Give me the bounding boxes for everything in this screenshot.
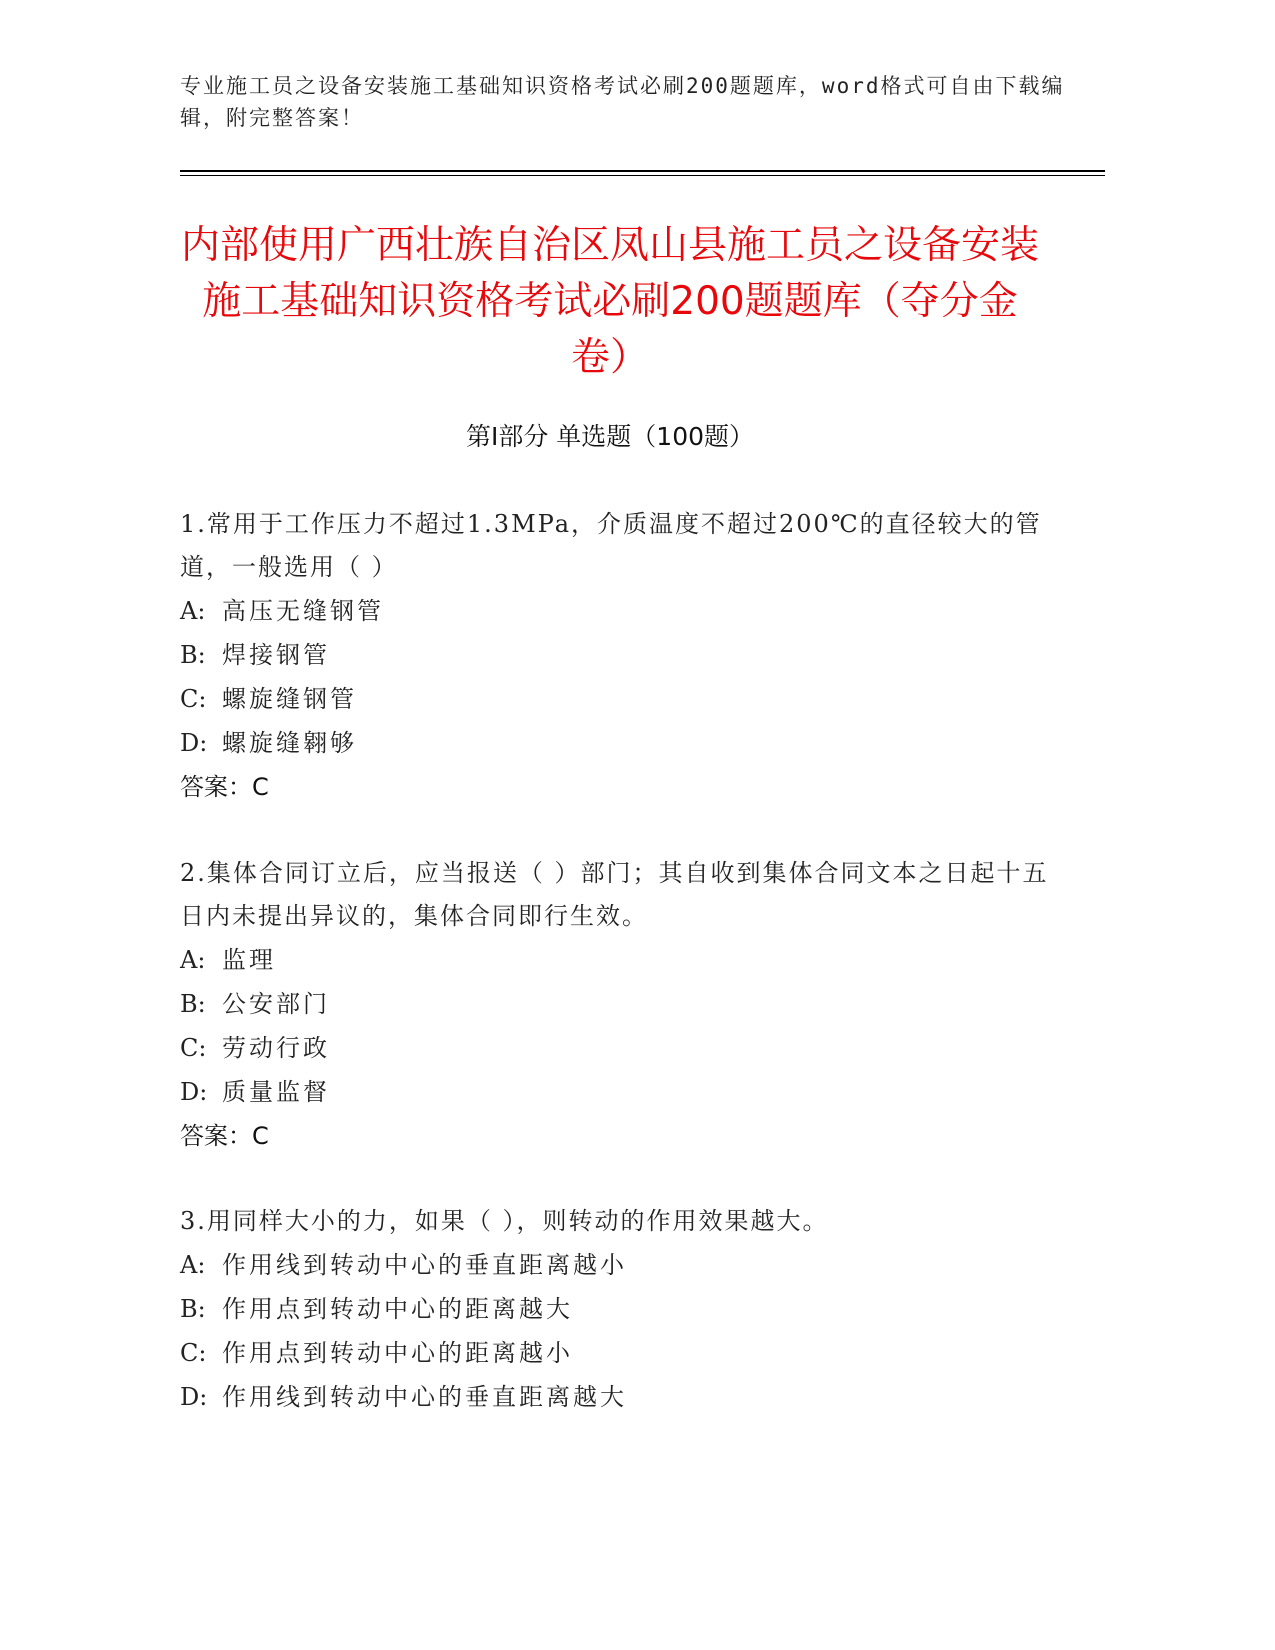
option-text: 公安部门 <box>222 990 330 1018</box>
option-label: A: <box>180 597 206 625</box>
option-d <box>180 721 1060 765</box>
section-title: 第Ⅰ部分 单选题（100题） <box>465 422 755 451</box>
document-title: 内部使用广西壮族自治区凤山县施工员之设备安装施工基础知识资格考试必刷200题题库（夺分金卷） <box>180 223 1039 380</box>
option-label: D: <box>180 1383 208 1411</box>
option-b <box>180 982 1060 1026</box>
option-a <box>180 589 1060 633</box>
option-label: D: <box>180 1078 208 1106</box>
option-text: 质量监督 <box>222 1078 330 1106</box>
question-1 <box>180 503 1060 809</box>
option-text: 螺旋缝钢管 <box>222 685 357 713</box>
option-text: 劳动行政 <box>222 1034 330 1062</box>
option-text: 作用点到转动中心的距离越小 <box>222 1339 573 1367</box>
header-rule-thick <box>180 170 1105 172</box>
question-3 <box>180 1200 1060 1419</box>
option-d <box>180 1375 1060 1419</box>
option-text: 螺旋缝翱够 <box>222 729 357 757</box>
answer-prefix: 答案： <box>180 1122 252 1150</box>
option-a <box>180 1243 1060 1287</box>
option-text: 作用点到转动中心的距离越大 <box>222 1295 573 1323</box>
question-text: 1.常用于工作压力不超过1.3MPa，介质温度不超过200℃的直径较大的管道，一般选用（ ） <box>180 510 1042 581</box>
question-text: 3.用同样大小的力，如果（ ），则转动的作用效果越大。 <box>180 1207 829 1235</box>
answer-line <box>180 1114 1060 1158</box>
header-rule-thin <box>180 175 1105 176</box>
option-b <box>180 633 1060 677</box>
option-d <box>180 1070 1060 1114</box>
option-label: B: <box>180 990 206 1018</box>
option-a <box>180 938 1060 982</box>
option-b <box>180 1287 1060 1331</box>
option-c <box>180 677 1060 721</box>
option-text: 监理 <box>222 946 276 974</box>
option-label: A: <box>180 946 206 974</box>
answer-line <box>180 765 1060 809</box>
option-text: 作用线到转动中心的垂直距离越小 <box>222 1251 627 1279</box>
option-label: A: <box>180 1251 206 1279</box>
answer-value: C <box>252 773 269 801</box>
header-note: 专业施工员之设备安装施工基础知识资格考试必刷200题题库，word格式可自由下载编辑，附完整答案！ <box>180 74 1065 130</box>
option-c <box>180 1331 1060 1375</box>
option-text: 高压无缝钢管 <box>222 597 384 625</box>
option-label: B: <box>180 1295 206 1323</box>
option-c <box>180 1026 1060 1070</box>
option-text: 作用线到转动中心的垂直距离越大 <box>222 1383 627 1411</box>
answer-value: C <box>252 1122 269 1150</box>
option-label: C: <box>180 1339 207 1367</box>
option-label: C: <box>180 1034 207 1062</box>
option-label: B: <box>180 641 206 669</box>
option-label: D: <box>180 729 208 757</box>
option-text: 焊接钢管 <box>222 641 330 669</box>
option-label: C: <box>180 685 207 713</box>
answer-prefix: 答案： <box>180 773 252 801</box>
question-2 <box>180 852 1060 1158</box>
question-text: 2.集体合同订立后，应当报送（ ）部门；其自收到集体合同文本之日起十五日内未提出异议的，集体合同即行生效。 <box>180 859 1049 930</box>
